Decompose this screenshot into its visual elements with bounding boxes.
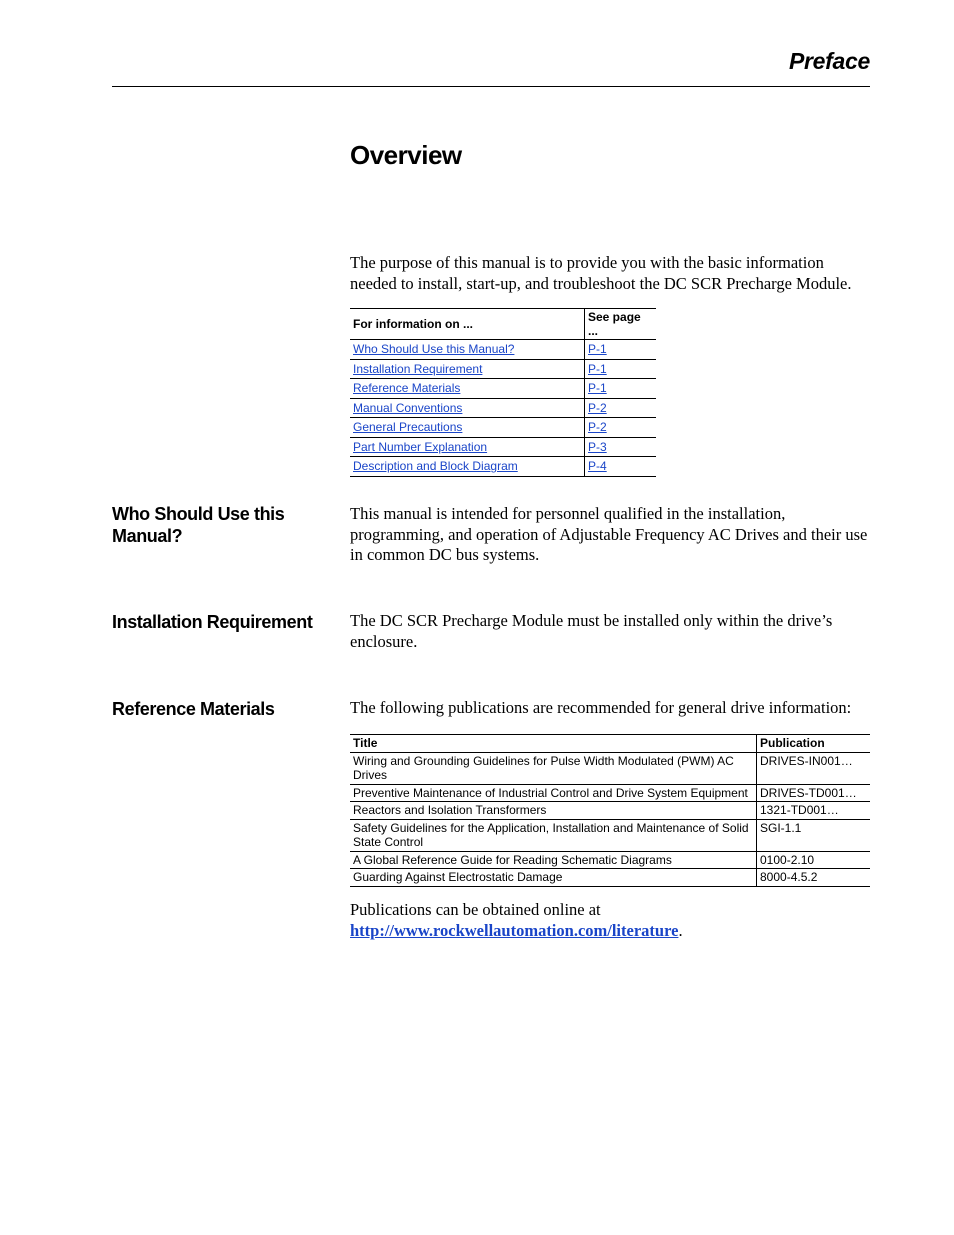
publication-title: Wiring and Grounding Guidelines for Pulse Width Modulated (PWM) AC Drives — [350, 752, 757, 784]
column-header-topic: For information on ... — [350, 309, 585, 340]
column-header-title: Title — [350, 735, 757, 753]
toc-page-link[interactable]: P-1 — [588, 342, 607, 357]
table-row — [350, 359, 656, 379]
toc-page-link[interactable]: P-2 — [588, 420, 607, 435]
toc-link-general-precautions[interactable]: General Precautions — [353, 420, 463, 435]
table-header-row — [350, 735, 870, 753]
publication-title: A Global Reference Guide for Reading Schematic Diagrams — [350, 851, 757, 869]
toc-link-description-block-diagram[interactable]: Description and Block Diagram — [353, 459, 518, 474]
publication-title: Reactors and Isolation Transformers — [350, 802, 757, 820]
installation-requirement-heading: Installation Requirement — [112, 612, 313, 632]
reference-publications-table — [350, 734, 870, 887]
table-row — [350, 802, 870, 820]
toc-page-link[interactable]: P-4 — [588, 459, 607, 474]
who-should-use-text: This manual is intended for personnel qualified in the installation, programming, and operation of Adjustable Frequency AC Drives and their use in common DC bus systems. — [350, 504, 868, 564]
page-header-title: Preface — [788, 48, 870, 74]
publication-title: Guarding Against Electrostatic Damage — [350, 869, 757, 887]
reference-materials-intro: The following publications are recommended for general drive information: — [350, 698, 852, 717]
literature-url-link[interactable]: http://www.rockwellautomation.com/literature — [350, 920, 679, 940]
publication-number: 1321-TD001… — [757, 802, 871, 820]
online-publications-period: . — [678, 920, 683, 940]
column-header-page: See page ... — [585, 309, 657, 340]
toc-link-part-number-explanation[interactable]: Part Number Explanation — [353, 439, 488, 454]
toc-page-link[interactable]: P-3 — [588, 439, 607, 454]
overview-intro: The purpose of this manual is to provide you with the basic information needed to install, start-up, and troubleshoot the DC SCR Precharge Module. — [350, 253, 852, 293]
table-row — [350, 457, 656, 477]
contents-table — [350, 308, 656, 477]
overview-heading: Overview — [350, 140, 462, 170]
online-publications-paragraph — [350, 900, 870, 941]
toc-link-reference-materials[interactable]: Reference Materials — [353, 381, 461, 396]
reference-materials-heading: Reference Materials — [112, 699, 275, 719]
toc-link-who-should-use[interactable]: Who Should Use this Manual? — [353, 342, 515, 357]
toc-page-link[interactable]: P-2 — [588, 400, 607, 415]
toc-link-installation-requirement[interactable]: Installation Requirement — [353, 361, 483, 376]
table-row — [350, 340, 656, 360]
header-rule — [112, 86, 870, 87]
toc-page-link[interactable]: P-1 — [588, 381, 607, 396]
column-header-publication: Publication — [757, 735, 871, 753]
installation-requirement-text: The DC SCR Precharge Module must be installed only within the drive’s enclosure. — [350, 611, 833, 651]
table-row — [350, 418, 656, 438]
publication-title: Preventive Maintenance of Industrial Control and Drive System Equipment — [350, 784, 757, 802]
table-row — [350, 851, 870, 869]
table-row — [350, 869, 870, 887]
publication-number: 0100-2.10 — [757, 851, 871, 869]
who-should-use-heading: Who Should Use this Manual? — [112, 504, 285, 546]
table-row — [350, 398, 656, 418]
table-row — [350, 819, 870, 851]
table-row — [350, 437, 656, 457]
toc-link-manual-conventions[interactable]: Manual Conventions — [353, 400, 463, 415]
online-publications-text: Publications can be obtained online at — [350, 900, 601, 919]
publication-number: 8000-4.5.2 — [757, 869, 871, 887]
publication-title: Safety Guidelines for the Application, Installation and Maintenance of Solid State Control — [350, 819, 757, 851]
table-row — [350, 379, 656, 399]
publication-number: DRIVES-IN001… — [757, 752, 871, 784]
table-row — [350, 752, 870, 784]
table-header-row — [350, 309, 656, 340]
table-row — [350, 784, 870, 802]
toc-page-link[interactable]: P-1 — [588, 361, 607, 376]
publication-number: SGI-1.1 — [757, 819, 871, 851]
publication-number: DRIVES-TD001… — [757, 784, 871, 802]
